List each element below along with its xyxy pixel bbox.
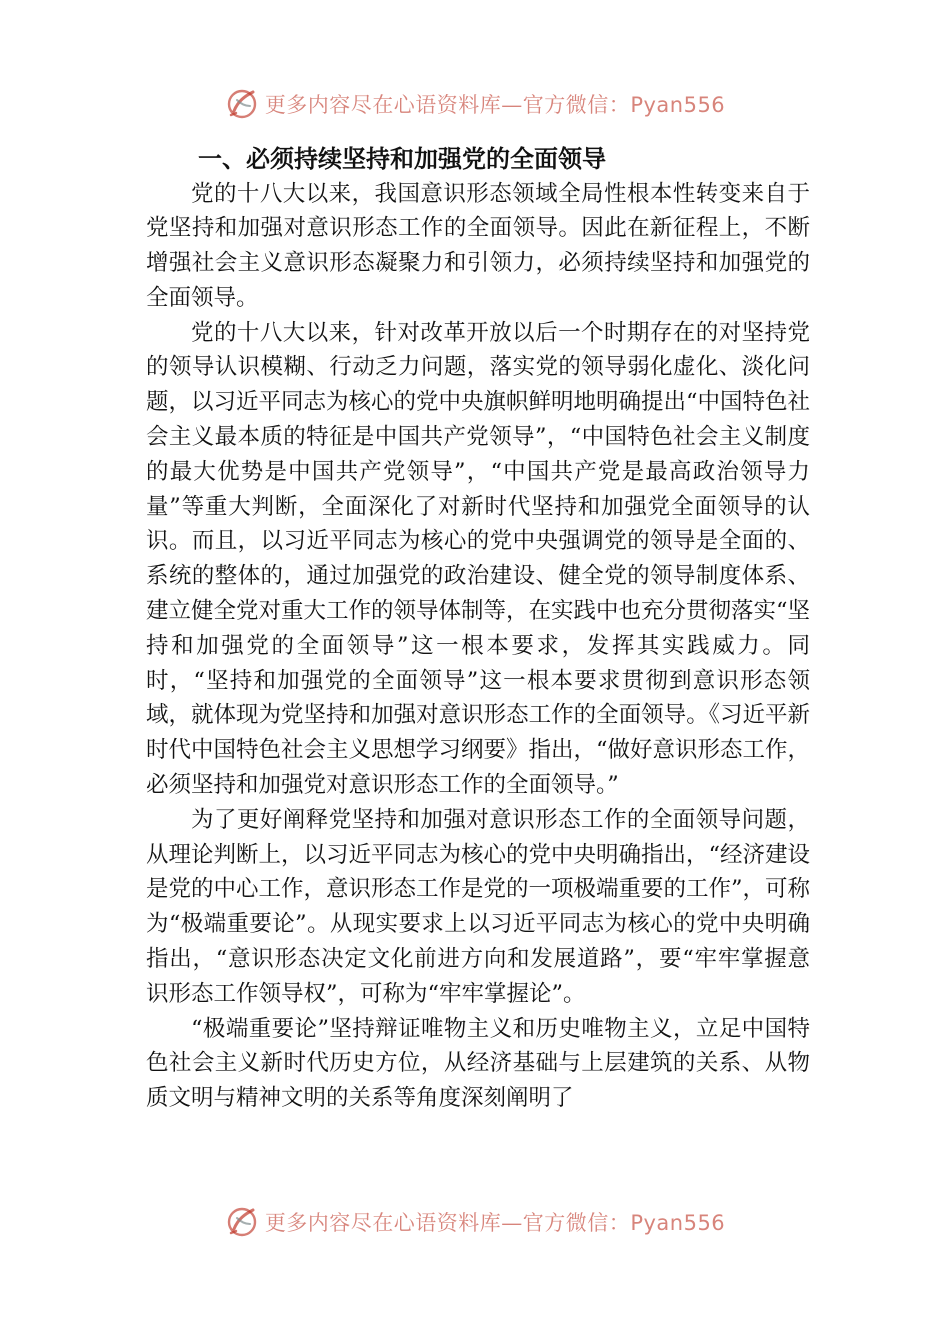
document-body (146, 142, 810, 1116)
watermark-text: 更多内容尽在心语资料库—官方微信：Pyan556 (264, 93, 726, 117)
logo-icon (225, 1205, 259, 1239)
watermark-banner-top (0, 84, 950, 124)
paragraph-2: 党的十八大以来，针对改革开放以后一个时期存在的对坚持党的领导认识模糊、行动乏力问题，落实党的领导弱化虚化、淡化问题，以习近平同志为核心的党中央旗帜鲜明地明确提出“中国特色社会主义最本质的特征是中国共产党领导”，“中国特色社会主义制度的最大优势是中国共产党领导”，“中国共产党是最高政治领导力量”等重大判断，全面深化了对新时代坚持和加强党全面领导的认识。而且，以习近平同志为核心的党中央强调党的领导是全面的、系统的整体的，通过加强党的政治建设、健全党的领导制度体系、建立健全党对重大工作的领导体制等，在实践中也充分贯彻落实“坚持和加强党的全面领导”这一根本要求，发挥其实践威力。同时，“坚持和加强党的全面领导”这一根本要求贯彻到意识形态领域，就体现为党坚持和加强对意识形态工作的全面领导。《习近平新时代中国特色社会主义思想学习纲要》指出，“做好意识形态工作，必须坚持和加强党对意识形态工作的全面领导。” (146, 319, 811, 799)
watermark-text: 更多内容尽在心语资料库—官方微信：Pyan556 (264, 1211, 726, 1235)
paragraph-3: 为了更好阐释党坚持和加强对意识形态工作的全面领导问题，从理论判断上，以习近平同志为核心的党中央明确指出，“经济建设是党的中心工作，意识形态工作是党的一项极端重要的工作”，可称为“极端重要论”。从现实要求上以习近平同志为核心的党中央明确指出，“意识形态决定文化前进方向和发展道路”，要“牢牢掌握意识形态工作领导权”，可称为“牢牢掌握论”。 (146, 806, 811, 1007)
logo-icon (225, 87, 259, 121)
section-heading: 一、必须持续坚持和加强党的全面领导 (198, 145, 606, 173)
paragraph-4: “极端重要论”坚持辩证唯物主义和历史唯物主义，立足中国特色社会主义新时代历史方位，从经济基础与上层建筑的关系、从物质文明与精神文明的关系等角度深刻阐明了 (146, 1015, 810, 1112)
paragraph-1: 党的十八大以来，我国意识形态领域全局性根本性转变来自于党坚持和加强对意识形态工作的全面领导。因此在新征程上，不断增强社会主义意识形态凝聚力和引领力，必须持续坚持和加强党的全面领导。 (146, 180, 810, 311)
page-bottom-margin (0, 1244, 950, 1344)
watermark-banner-bottom (0, 1202, 950, 1242)
